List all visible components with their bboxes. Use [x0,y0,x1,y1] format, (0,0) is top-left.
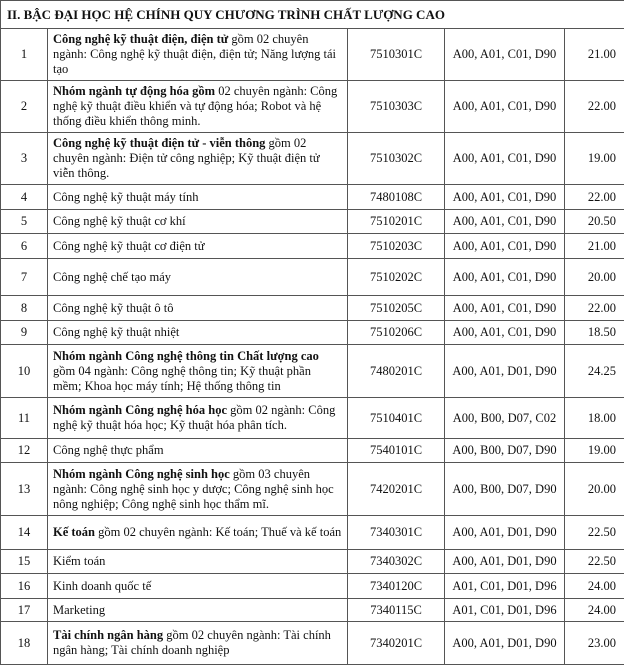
table-row [1,516,624,550]
program-name-text: Công nghệ kỹ thuật cơ điện tử [53,238,205,253]
program-code: 7340201C [348,622,445,665]
subject-groups: A00, A01, C01, D90 [445,321,565,345]
subject-groups: A00, A01, C01, D90 [445,81,565,133]
row-number: 9 [1,321,48,345]
program-code: 7480201C [348,345,445,398]
table-row [1,321,624,345]
program-name-text: gồm 02 chuyên ngành: Điện tử công nghiệp; Kỹ thuật điện tử viễn thông. [53,136,320,180]
program-name [48,210,348,234]
admission-score: 24.25 [565,345,624,398]
table-row [1,185,624,210]
table-row [1,29,624,81]
admission-score: 23.00 [565,622,624,665]
admission-score: 21.00 [565,29,624,81]
program-name [48,439,348,463]
program-name [48,29,348,81]
program-name-bold: Nhóm ngành Công nghệ thông tin Chất lượng cao [53,348,319,363]
admission-score: 24.00 [565,574,624,599]
program-name-text: Công nghệ kỹ thuật máy tính [53,189,199,204]
row-number: 5 [1,210,48,234]
program-name [48,599,348,622]
admission-score: 22.00 [565,185,624,210]
subject-groups: A00, A01, C01, D90 [445,259,565,296]
subject-groups: A00, A01, C01, D90 [445,234,565,259]
program-code: 7510206C [348,321,445,345]
program-name-text: Công nghệ kỹ thuật nhiệt [53,325,180,339]
row-number: 17 [1,599,48,622]
table-row [1,234,624,259]
table-row [1,622,624,665]
table-row [1,463,624,516]
admission-score: 18.50 [565,321,624,345]
table-row [1,259,624,296]
subject-groups: A00, A01, D01, D90 [445,622,565,665]
program-name [48,345,348,398]
admission-score: 20.50 [565,210,624,234]
table-row [1,439,624,463]
program-name [48,622,348,665]
row-number: 7 [1,259,48,296]
program-name-text: Kiểm toán [53,554,106,568]
program-name-text: Công nghệ kỹ thuật cơ khí [53,214,186,228]
program-name [48,550,348,574]
subject-groups: A01, C01, D01, D96 [445,574,565,599]
program-name [48,81,348,133]
program-name [48,185,348,210]
row-number: 15 [1,550,48,574]
row-number: 12 [1,439,48,463]
program-code: 7510201C [348,210,445,234]
admission-score: 21.00 [565,234,624,259]
program-code: 7340302C [348,550,445,574]
program-name-text: gồm 03 chuyên ngành: Công nghệ sinh học y dược; Công nghệ sinh học nông nghiệp; Công nghệ sinh học thẩm mĩ. [53,466,334,511]
row-number: 1 [1,29,48,81]
row-number: 10 [1,345,48,398]
program-code: 7510302C [348,133,445,185]
program-name-text: Công nghệ thực phẩm [53,443,164,457]
program-code: 7510303C [348,81,445,133]
program-code: 7510203C [348,234,445,259]
table-row [1,574,624,599]
row-number: 13 [1,463,48,516]
program-name-text: Công nghệ chế tạo máy [53,269,172,284]
table-row [1,550,624,574]
program-name [48,321,348,345]
admission-score: 19.00 [565,133,624,185]
program-name-bold: Công nghệ kỹ thuật điện, điện tử [53,32,229,46]
program-name-bold: Kế toán [53,525,96,539]
program-name-text: Công nghệ kỹ thuật ô tô [53,300,174,315]
row-number: 14 [1,516,48,550]
row-number: 8 [1,296,48,321]
row-number: 18 [1,622,48,665]
program-name-text: gồm 04 ngành: Công nghệ thông tin; Kỹ thuật phần mềm; Khoa học máy tính; Hệ thống thông tin [53,363,311,393]
program-name-text: gồm 02 chuyên ngành: Tài chính ngân hàng; Tài chính doanh nghiệp [53,628,331,657]
admission-score: 19.00 [565,439,624,463]
program-name [48,398,348,439]
admission-score: 18.00 [565,398,624,439]
admission-score: 22.00 [565,296,624,321]
program-name-bold: Nhóm ngành Công nghệ hóa học [53,403,228,417]
program-code: 7540101C [348,439,445,463]
program-code: 7510202C [348,259,445,296]
program-name-text: gồm 02 chuyên ngành: Kế toán; Thuế và kế toán [95,525,342,539]
program-name [48,234,348,259]
program-code: 7340301C [348,516,445,550]
subject-groups: A00, B00, D07, D90 [445,439,565,463]
admission-score: 20.00 [565,463,624,516]
admission-score: 20.00 [565,259,624,296]
subject-groups: A00, A01, C01, D90 [445,185,565,210]
subject-groups: A01, C01, D01, D96 [445,599,565,622]
section-title: II. BẬC ĐẠI HỌC HỆ CHÍNH QUY CHƯƠNG TRÌNH CHẤT LƯỢNG CAO [1,1,624,29]
program-name-text: gồm 02 ngành: Công nghệ kỹ thuật hóa học; Kỹ thuật hóa phân tích. [53,403,336,432]
program-name [48,133,348,185]
program-name-bold: Nhóm ngành Công nghệ sinh học [53,466,230,481]
subject-groups: A00, A01, C01, D90 [445,210,565,234]
program-name-text: gồm 02 chuyên ngành: Công nghệ kỹ thuật điện, điện tử; Năng lượng tái tạo [53,32,336,76]
program-name [48,574,348,599]
row-number: 3 [1,133,48,185]
program-name [48,463,348,516]
table-row [1,345,624,398]
row-number: 11 [1,398,48,439]
table-row [1,81,624,133]
admission-score: 22.50 [565,550,624,574]
admission-score: 24.00 [565,599,624,622]
subject-groups: A00, B00, D07, C02 [445,398,565,439]
program-name [48,516,348,550]
row-number: 6 [1,234,48,259]
program-name-text: 02 chuyên ngành: Công nghệ kỹ thuật điều khiển và tự động hóa; Robot và hệ thống điều khiển thông minh. [53,84,338,128]
table-row [1,296,624,321]
table-row [1,133,624,185]
program-code: 7420201C [348,463,445,516]
program-name [48,296,348,321]
row-number: 4 [1,185,48,210]
table-row [1,398,624,439]
program-code: 7510401C [348,398,445,439]
program-code: 7510205C [348,296,445,321]
program-name-bold: Tài chính ngân hàng [53,628,164,642]
admission-score: 22.00 [565,81,624,133]
section-heading-row [1,1,624,29]
subject-groups: A00, A01, C01, D90 [445,29,565,81]
row-number: 16 [1,574,48,599]
program-name-text: Kinh doanh quốc tế [53,578,152,593]
program-name-bold: Nhóm ngành tự động hóa gồm [53,84,216,98]
program-code: 7340120C [348,574,445,599]
subject-groups: A00, B00, D07, D90 [445,463,565,516]
program-code: 7510301C [348,29,445,81]
subject-groups: A00, A01, D01, D90 [445,550,565,574]
table-row [1,210,624,234]
program-name-bold: Công nghệ kỹ thuật điện tử - viễn thông [53,136,266,150]
program-code: 7340115C [348,599,445,622]
subject-groups: A00, A01, C01, D90 [445,296,565,321]
program-name-text: Marketing [53,602,106,617]
admission-score: 22.50 [565,516,624,550]
subject-groups: A00, A01, D01, D90 [445,345,565,398]
program-name [48,259,348,296]
subject-groups: A00, A01, D01, D90 [445,516,565,550]
row-number: 2 [1,81,48,133]
program-code: 7480108C [348,185,445,210]
table-row [1,599,624,622]
subject-groups: A00, A01, C01, D90 [445,133,565,185]
